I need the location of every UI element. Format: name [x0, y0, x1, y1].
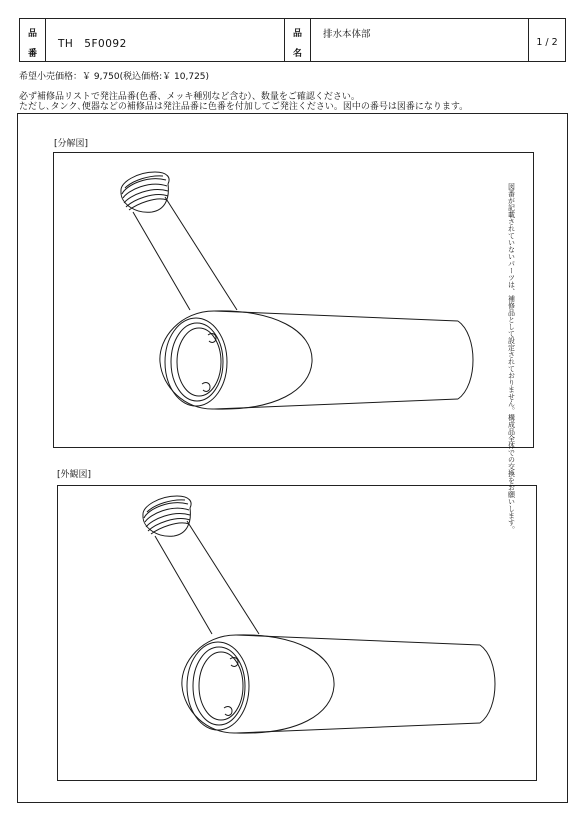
product-name: 排水本体部	[323, 29, 371, 40]
exploded-view-label: [分解図]	[54, 139, 89, 149]
page-number: 1 / 2	[536, 37, 558, 48]
exterior-view-label: [外観図]	[57, 470, 92, 480]
hinban-label-top: 品	[27, 29, 37, 39]
product-code: TH 5F0092	[58, 38, 127, 50]
part-availability-note: 図番が記載されていないパーツは、補修品として設定されておりません。構成品全体での交換をお願いします。	[507, 183, 516, 533]
order-note-2: ただし､タンク､便器などの補修品は発注品番に色番を付加してご発注ください。図中の番号は図番になります。	[19, 102, 469, 112]
exterior-drawing	[143, 496, 495, 733]
price-line: 希望小売価格：￥ 9,750(税込価格:￥ 10,725)	[19, 72, 210, 82]
hinmei-label-bottom: 名	[292, 49, 302, 59]
hinmei-label-top: 品	[292, 29, 302, 39]
order-note-1: 必ず補修品リストで発注品番(色番、メッキ種別など含む）、数量をご確認ください。	[19, 92, 360, 102]
hinban-label-bottom: 番	[27, 49, 37, 59]
exploded-drawing	[121, 172, 473, 409]
